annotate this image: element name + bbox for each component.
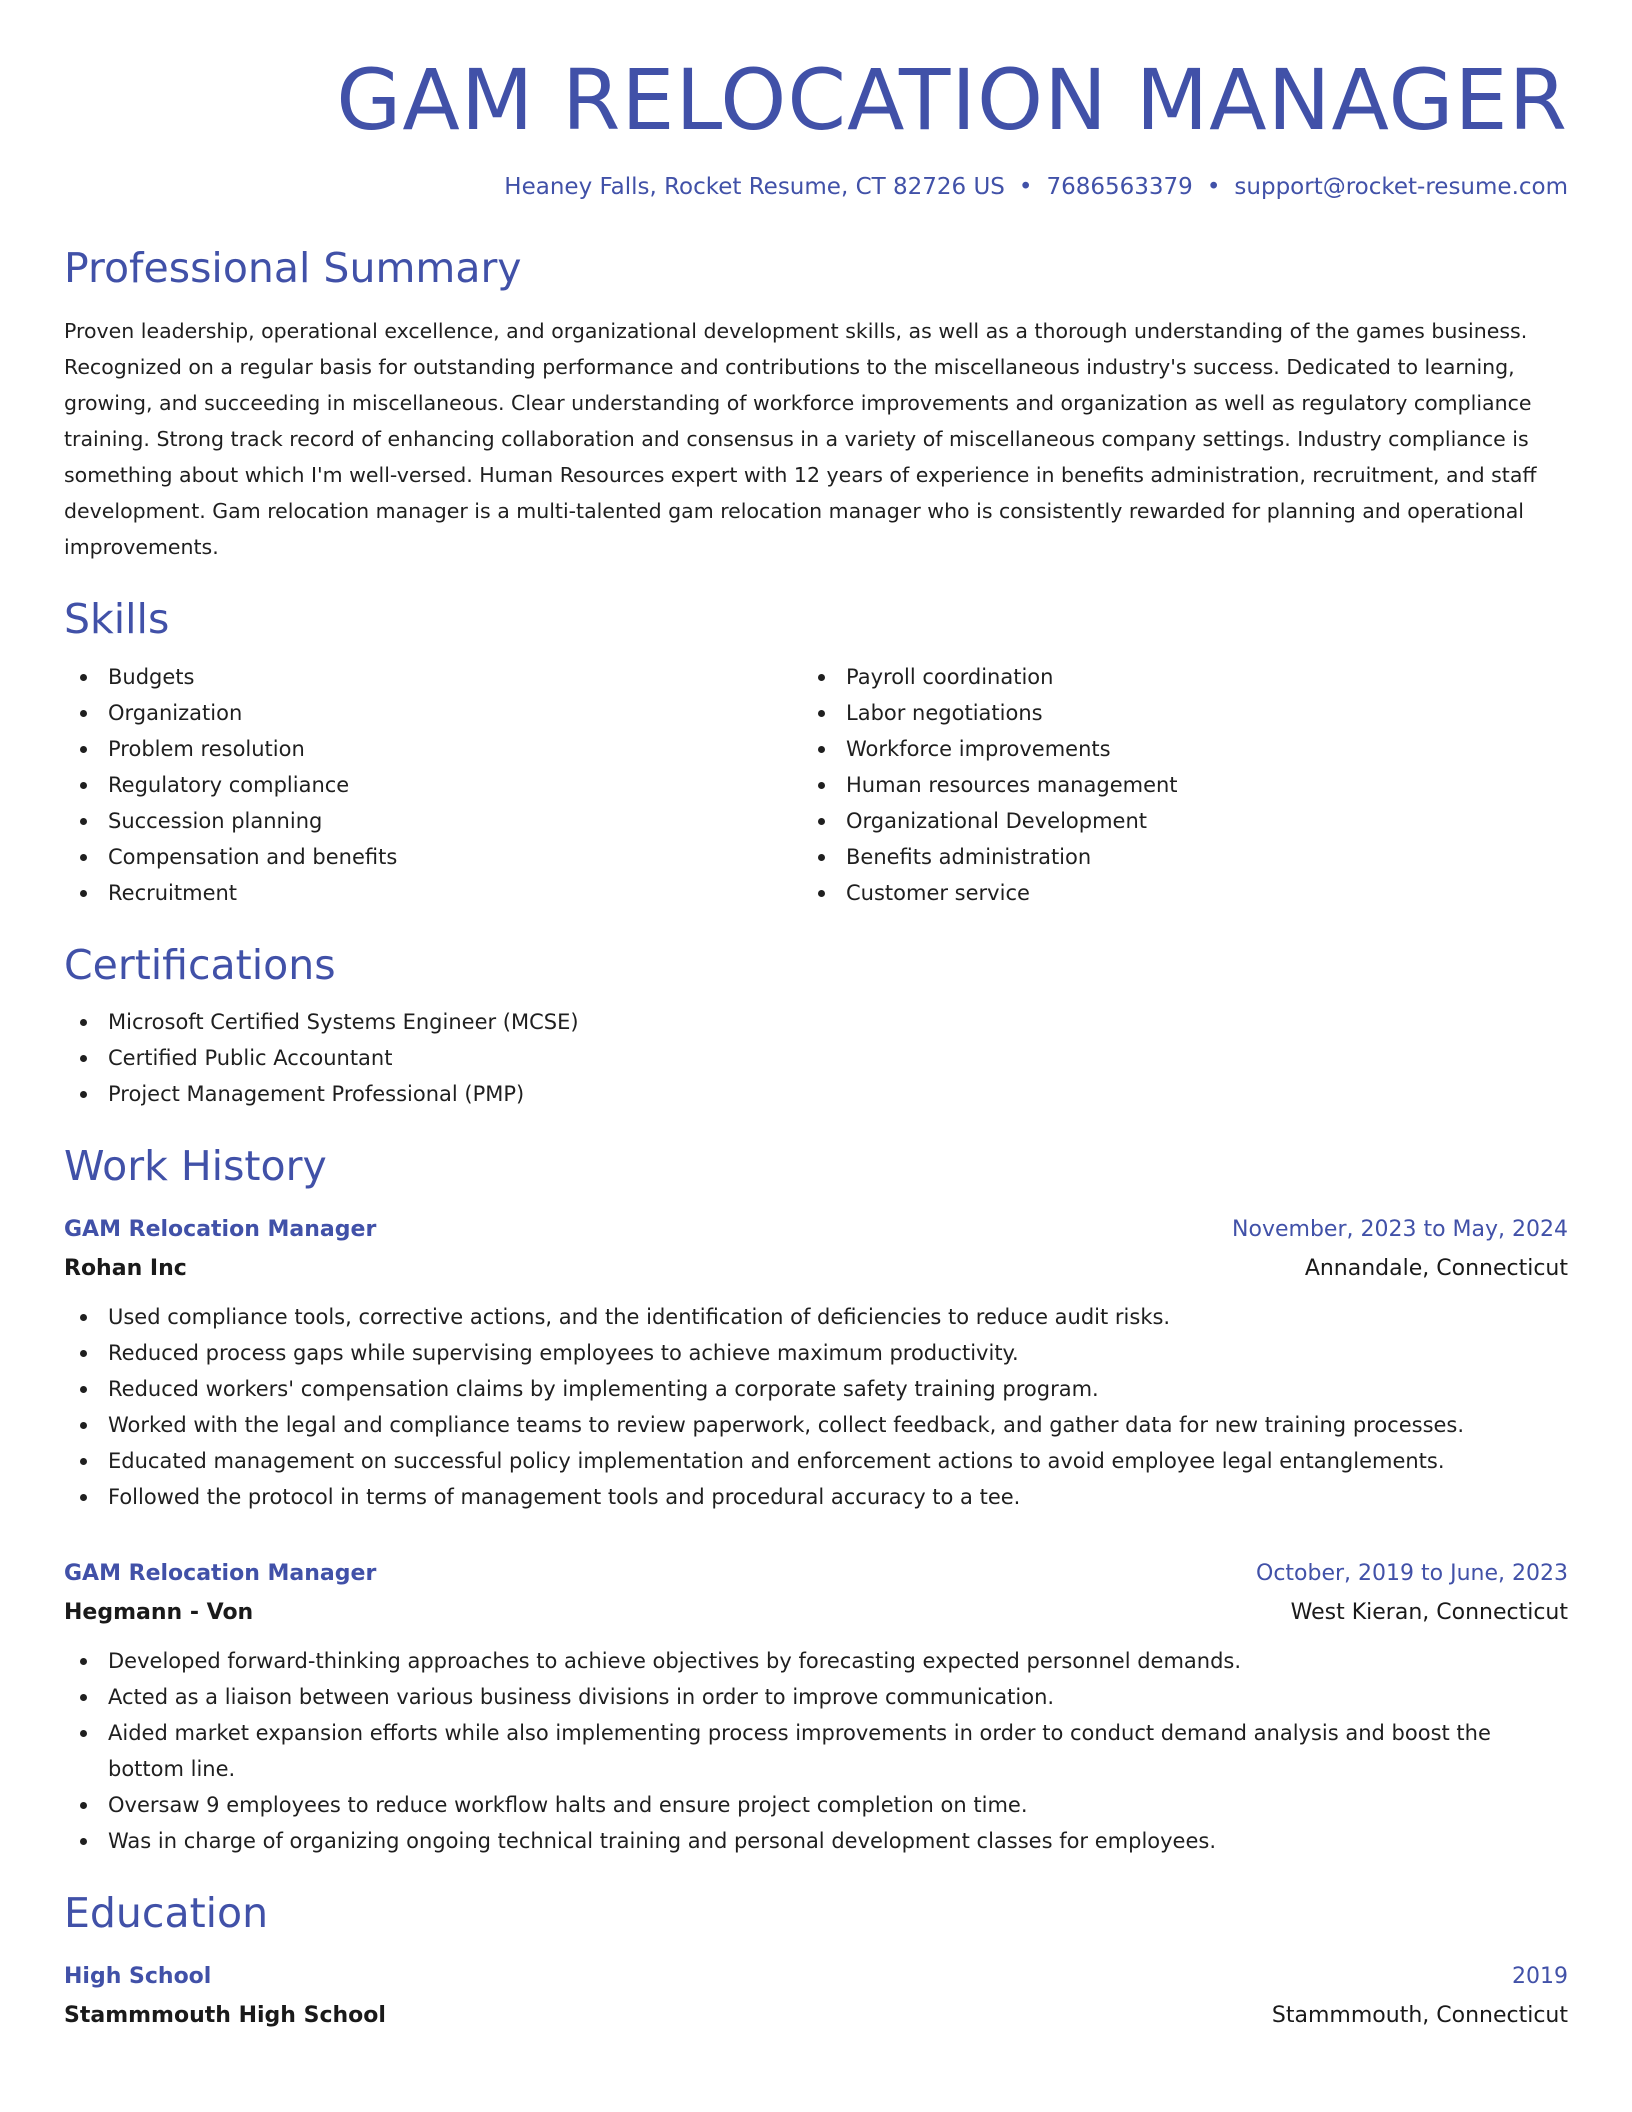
- skill-item: Organization: [64, 695, 802, 731]
- contact-line: [64, 174, 1568, 200]
- skill-item: Problem resolution: [64, 731, 802, 767]
- skill-item: Human resources management: [802, 767, 1568, 803]
- contact-phone: 7686563379: [1046, 174, 1193, 201]
- job-location: West Kieran, Connecticut: [1290, 1599, 1568, 1625]
- skill-item: Workforce improvements: [802, 731, 1568, 767]
- job-dates: October, 2019 to June, 2023: [1256, 1560, 1568, 1586]
- summary-text: Proven leadership, operational excellence, and organizational development skills, as well as a thorough understanding of the games business. Recognized on a regular basis for outstanding performance and contributions to the miscellaneous industry's success. Dedicated to learning, growing, and succeeding in miscellaneous. Clear understanding of workforce improvements and organization as well as regulatory compliance training. Strong track record of enhancing collaboration and consensus in a variety of miscellaneous company settings. Industry compliance is something about which I'm well-versed. Human Resources expert with 12 years of experience in benefits administration, recruitment, and staff development. Gam relocation manager is a multi-talented gam relocation manager who is consistently rewarded for planning and operational improvements.: [64, 319, 1537, 560]
- skill-item: Customer service: [802, 875, 1568, 911]
- candidate-name: GAM RELOCATION MANAGER: [336, 51, 1568, 149]
- job-dates: November, 2023 to May, 2024: [1232, 1216, 1568, 1242]
- certification-item: Project Management Professional (PMP): [64, 1076, 1568, 1112]
- certifications-section: [64, 941, 1568, 1112]
- contact-separator: •: [1018, 174, 1033, 201]
- education-entry: [64, 1958, 1568, 2036]
- contact-address: Heaney Falls, Rocket Resume, CT 82726 US: [504, 174, 1005, 201]
- education-year: 2019: [1512, 1964, 1568, 1990]
- job-bullet: Used compliance tools, corrective actions, and the identification of deficiencies to reduce audit risks.: [64, 1299, 1568, 1335]
- summary-section: [64, 244, 1568, 565]
- job-company: Hegmann - Von: [64, 1599, 254, 1625]
- job-entry: [64, 1555, 1568, 1859]
- contact-email: support@rocket-resume.com: [1234, 174, 1568, 201]
- job-bullet: Was in charge of organizing ongoing technical training and personal development classes for employees.: [64, 1823, 1568, 1859]
- job-bullet: Developed forward-thinking approaches to achieve objectives by forecasting expected personnel demands.: [64, 1643, 1568, 1679]
- work-history-section: [64, 1142, 1568, 1859]
- education-degree: High School: [64, 1964, 212, 1990]
- skills-grid: [64, 659, 1568, 911]
- job-title: GAM Relocation Manager: [64, 1560, 377, 1586]
- job-bullet: Aided market expansion efforts while also implementing process improvements in order to conduct demand analysis and boost the bottom line.: [64, 1715, 1568, 1787]
- skills-list-right: [802, 659, 1568, 911]
- skill-item: Succession planning: [64, 803, 802, 839]
- job-bullet: Reduced process gaps while supervising employees to achieve maximum productivity.: [64, 1335, 1568, 1371]
- job-bullet: Reduced workers' compensation claims by implementing a corporate safety training program.: [64, 1371, 1568, 1407]
- skill-item: Labor negotiations: [802, 695, 1568, 731]
- job-bullet: Educated management on successful policy implementation and enforcement actions to avoid employee legal entanglements.: [64, 1443, 1568, 1479]
- job-bullets: [64, 1643, 1568, 1859]
- certifications-heading: Certifications: [64, 940, 336, 989]
- job-title: GAM Relocation Manager: [64, 1216, 377, 1242]
- skill-item: Recruitment: [64, 875, 802, 911]
- job-bullet: Oversaw 9 employees to reduce workflow halts and ensure project completion on time.: [64, 1787, 1568, 1823]
- work-history-heading: Work History: [64, 1141, 327, 1190]
- certification-item: Microsoft Certified Systems Engineer (MCSE): [64, 1004, 1568, 1040]
- job-entry: [64, 1211, 1568, 1515]
- skills-list-left: [64, 659, 802, 911]
- skill-item: Benefits administration: [802, 839, 1568, 875]
- education-heading: Education: [64, 1888, 269, 1937]
- job-bullet: Followed the protocol in terms of management tools and procedural accuracy to a tee.: [64, 1479, 1568, 1515]
- job-company: Rohan Inc: [64, 1255, 187, 1281]
- contact-separator: •: [1206, 174, 1221, 201]
- education-location: Stammmouth, Connecticut: [1271, 2003, 1568, 2029]
- job-bullets: [64, 1299, 1568, 1515]
- skill-item: Budgets: [64, 659, 802, 695]
- education-section: [64, 1889, 1568, 2036]
- skills-heading: Skills: [64, 595, 170, 644]
- skill-item: Regulatory compliance: [64, 767, 802, 803]
- job-location: Annandale, Connecticut: [1304, 1255, 1568, 1281]
- skills-section: [64, 595, 1568, 910]
- summary-heading: Professional Summary: [64, 244, 522, 293]
- certification-item: Certified Public Accountant: [64, 1040, 1568, 1076]
- job-bullet: Worked with the legal and compliance teams to review paperwork, collect feedback, and gather data for new training processes.: [64, 1407, 1568, 1443]
- skill-item: Payroll coordination: [802, 659, 1568, 695]
- skill-item: Organizational Development: [802, 803, 1568, 839]
- resume-header: [64, 51, 1568, 201]
- skill-item: Compensation and benefits: [64, 839, 802, 875]
- job-bullet: Acted as a liaison between various business divisions in order to improve communication.: [64, 1679, 1568, 1715]
- certifications-list: [64, 1004, 1568, 1112]
- education-school: Stammmouth High School: [64, 2003, 386, 2029]
